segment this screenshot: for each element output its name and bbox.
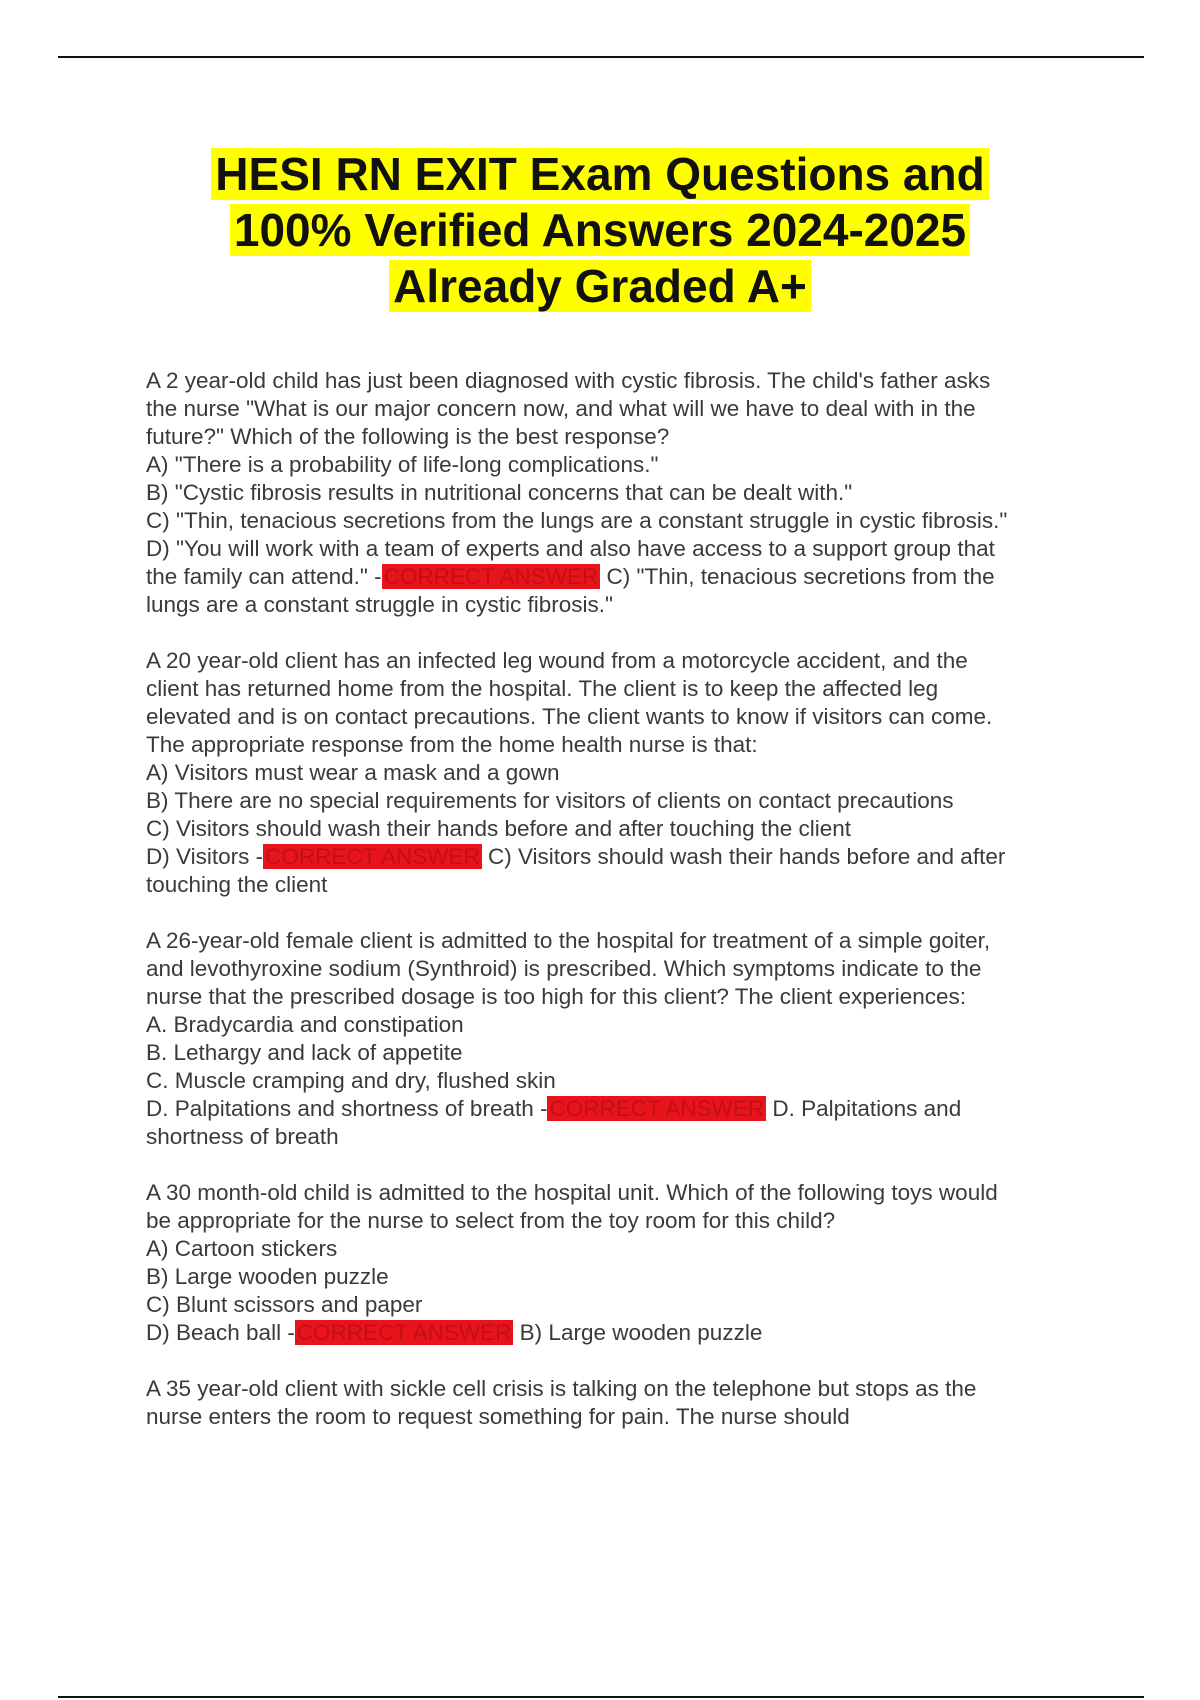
answer-line <box>146 843 1106 871</box>
question-stem-line: A 26-year-old female client is admitted to the hospital for treatment of a simple goiter, <box>146 928 991 953</box>
question-stem-line: A 2 year-old child has just been diagnosed with cystic fibrosis. The child's father asks <box>146 368 991 393</box>
question-stem-line: client has returned home from the hospital. The client is to keep the affected leg <box>146 676 939 701</box>
answer-option: A) Visitors must wear a mask and a gown <box>146 760 560 785</box>
question-stem-line: be appropriate for the nurse to select from the toy room for this child? <box>146 1208 836 1233</box>
answer-option: B. Lethargy and lack of appetite <box>146 1040 463 1065</box>
answer-line <box>146 1319 1106 1347</box>
pre-tag-text: the family can attend." - <box>146 564 382 589</box>
document-body <box>146 367 1106 1459</box>
answer-option: A) "There is a probability of life-long complications." <box>146 452 659 477</box>
correct-answer-continuation: touching the client <box>146 872 328 897</box>
correct-answer-text: C) Visitors should wash their hands before and after <box>481 844 1006 869</box>
answer-option: D) "You will work with a team of experts and also have access to a support group that <box>146 536 995 561</box>
question-2 <box>146 647 1106 899</box>
answer-option: A. Bradycardia and constipation <box>146 1012 464 1037</box>
answer-option: B) There are no special requirements for visitors of clients on contact precautions <box>146 788 954 813</box>
correct-answer-continuation: shortness of breath <box>146 1124 339 1149</box>
document-title <box>0 146 1200 314</box>
correct-answer-continuation: lungs are a constant struggle in cystic fibrosis." <box>146 592 613 617</box>
title-line-2: 100% Verified Answers 2024-2025 <box>230 204 970 256</box>
question-stem-line: The appropriate response from the home health nurse is that: <box>146 732 758 757</box>
answer-line <box>146 1095 1106 1123</box>
question-5 <box>146 1375 1106 1431</box>
question-stem-line: A 35 year-old client with sickle cell crisis is talking on the telephone but stops as the <box>146 1376 977 1401</box>
top-rule <box>58 56 1144 58</box>
answer-option: B) "Cystic fibrosis results in nutritional concerns that can be dealt with." <box>146 480 853 505</box>
question-stem-line: future?" Which of the following is the best response? <box>146 424 670 449</box>
question-stem-line: and levothyroxine sodium (Synthroid) is prescribed. Which symptoms indicate to the <box>146 956 982 981</box>
question-stem-line: A 30 month-old child is admitted to the hospital unit. Which of the following toys would <box>146 1180 998 1205</box>
question-1 <box>146 367 1106 619</box>
pre-tag-text: D) Beach ball - <box>146 1320 295 1345</box>
title-line-1: HESI RN EXIT Exam Questions and <box>211 148 988 200</box>
correct-answer-text: B) Large wooden puzzle <box>513 1320 763 1345</box>
question-stem-line: nurse enters the room to request something for pain. The nurse should <box>146 1404 850 1429</box>
pre-tag-text: D) Visitors - <box>146 844 264 869</box>
correct-answer-text: C) "Thin, tenacious secretions from the <box>600 564 995 589</box>
answer-line <box>146 563 1106 591</box>
bottom-rule <box>58 1696 1144 1698</box>
question-3 <box>146 927 1106 1151</box>
correct-answer-tag: CORRECT ANSWER <box>383 564 599 589</box>
correct-answer-tag: CORRECT ANSWER <box>549 1096 765 1121</box>
pre-tag-text: D. Palpitations and shortness of breath - <box>146 1096 548 1121</box>
answer-option: C) Visitors should wash their hands before and after touching the client <box>146 816 851 841</box>
answer-option: A) Cartoon stickers <box>146 1236 338 1261</box>
question-stem-line: nurse that the prescribed dosage is too high for this client? The client experiences: <box>146 984 967 1009</box>
question-4 <box>146 1179 1106 1347</box>
answer-option: C) "Thin, tenacious secretions from the lungs are a constant struggle in cystic fibrosis." <box>146 508 1008 533</box>
question-stem-line: A 20 year-old client has an infected leg wound from a motorcycle accident, and the <box>146 648 968 673</box>
answer-option: B) Large wooden puzzle <box>146 1264 389 1289</box>
title-line-3: Already Graded A+ <box>389 260 811 312</box>
answer-option: C. Muscle cramping and dry, flushed skin <box>146 1068 556 1093</box>
correct-answer-text: D. Palpitations and <box>766 1096 962 1121</box>
correct-answer-tag: CORRECT ANSWER <box>296 1320 512 1345</box>
answer-option: C) Blunt scissors and paper <box>146 1292 423 1317</box>
question-stem-line: the nurse "What is our major concern now, and what will we have to deal with in the <box>146 396 976 421</box>
question-stem-line: elevated and is on contact precautions. The client wants to know if visitors can come. <box>146 704 993 729</box>
correct-answer-tag: CORRECT ANSWER <box>265 844 480 869</box>
